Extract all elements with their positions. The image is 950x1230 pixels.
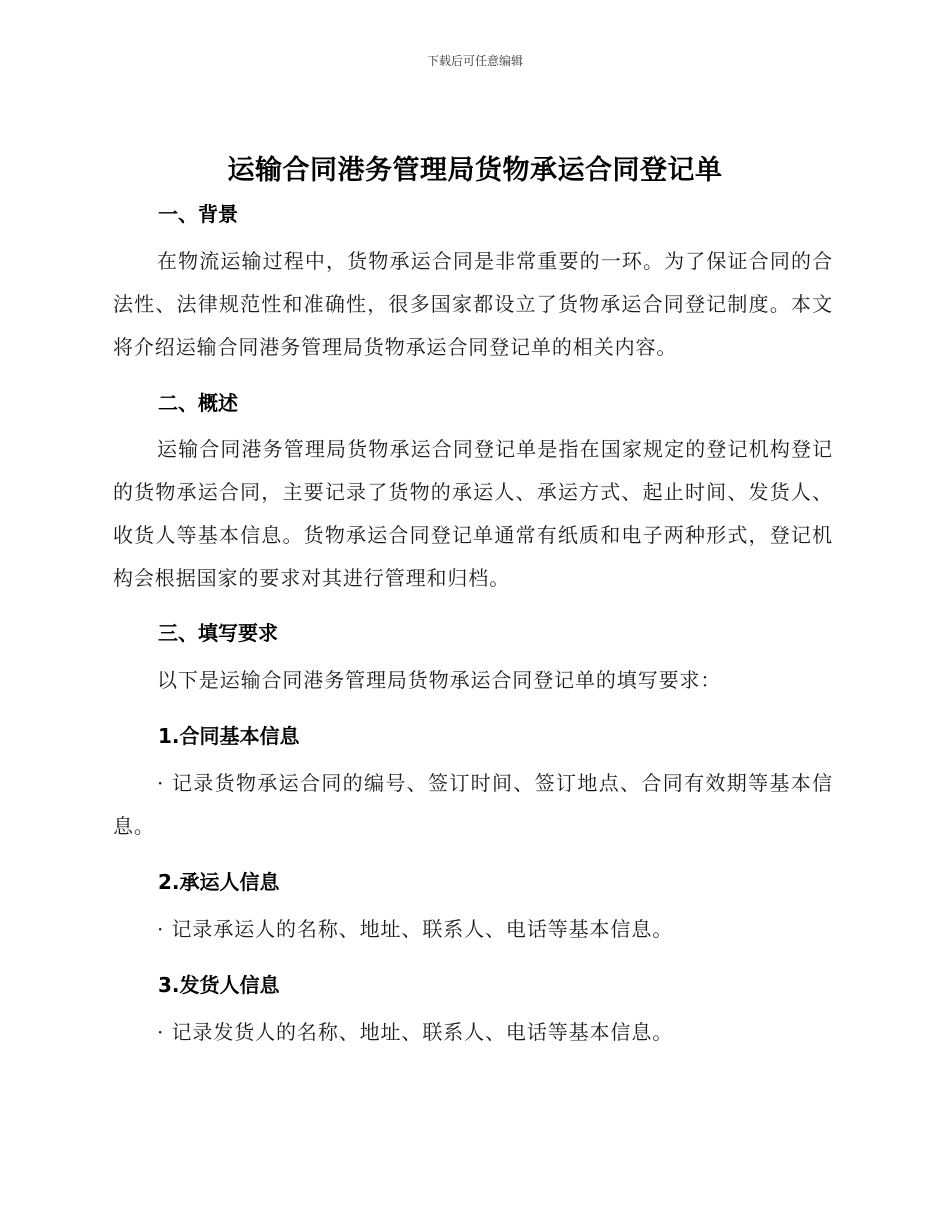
subsection-text-shipper-info: · 记录发货人的名称、地址、联系人、电话等基本信息。 bbox=[157, 1020, 674, 1044]
document-title: 运输合同港务管理局货物承运合同登记单 bbox=[227, 155, 723, 186]
section-text-requirements-intro: 以下是运输合同港务管理局货物承运合同登记单的填写要求： bbox=[157, 668, 722, 692]
subsection-heading-contract-info: 1.合同基本信息 bbox=[158, 724, 300, 748]
section-heading-requirements: 三、填写要求 bbox=[158, 621, 278, 645]
subsection-heading-shipper-info: 3.发货人信息 bbox=[158, 973, 280, 997]
section-heading-overview: 二、概述 bbox=[158, 391, 238, 415]
section-heading-background: 一、背景 bbox=[158, 202, 238, 226]
section-text-background: 在物流运输过程中，货物承运合同是非常重要的一环。为了保证合同的合法性、法律规范性和准确性，很多国家都设立了货物承运合同登记制度。本文将介绍运输合同港务管理局货物承运合同登记单的相关内容。 bbox=[113, 249, 833, 359]
section-text-overview: 运输合同港务管理局货物承运合同登记单是指在国家规定的登记机构登记的货物承运合同，主要记录了货物的承运人、承运方式、起止时间、发货人、收货人等基本信息。货物承运合同登记单通常有纸质和电子两种形式，登记机构会根据国家的要求对其进行管理和归档。 bbox=[113, 437, 833, 590]
subsection-text-contract-info: · 记录货物承运合同的编号、签订时间、签订地点、合同有效期等基本信息。 bbox=[113, 771, 833, 838]
page-header-note: 下载后可任意编辑 bbox=[426, 54, 523, 68]
subsection-text-carrier-info: · 记录承运人的名称、地址、联系人、电话等基本信息。 bbox=[157, 917, 674, 941]
subsection-heading-carrier-info: 2.承运人信息 bbox=[158, 870, 280, 894]
